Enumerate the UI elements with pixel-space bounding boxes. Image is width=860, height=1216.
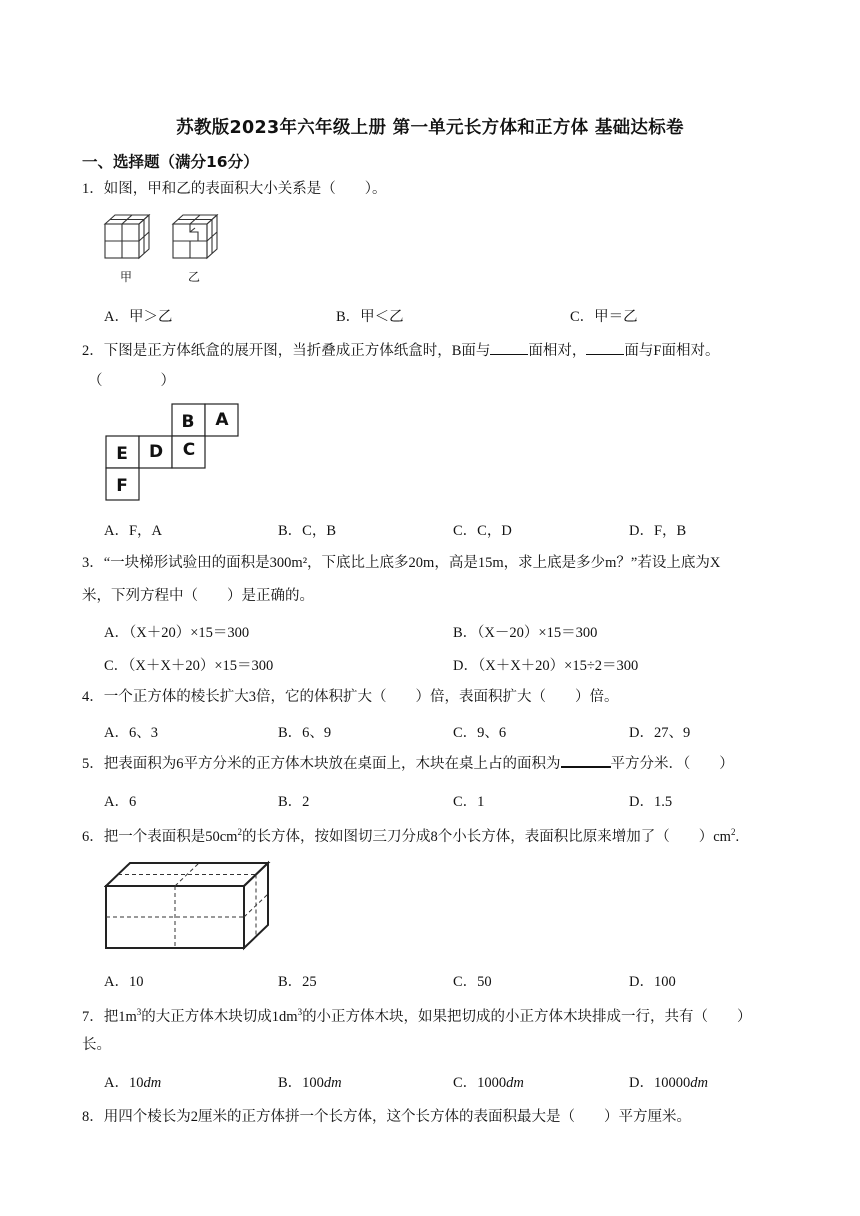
- question-number: 8．: [82, 1109, 104, 1125]
- option-c[interactable]: C．1000dm: [453, 1075, 524, 1091]
- option-b[interactable]: B．6、9: [278, 725, 332, 741]
- answer-blank[interactable]: [561, 752, 611, 768]
- figure-cuboid-cut: [104, 860, 274, 952]
- question-number: 5．: [82, 756, 104, 772]
- question-6: [82, 819, 814, 850]
- question-text-part: .: [735, 828, 740, 845]
- question-text-part: 的小正方体木块，如果把切成的小正方体木块排成一行，共有（ ）: [302, 1008, 752, 1025]
- question-number: 3．: [82, 555, 104, 571]
- net-label-f: F: [116, 476, 128, 496]
- question-text-part: 下图是正方体纸盒的展开图，当折叠成正方体纸盒时，B面与: [103, 343, 491, 359]
- figure-label-yi: 乙: [188, 270, 201, 284]
- option-a[interactable]: A．F，A: [104, 523, 163, 539]
- question-8: [82, 1104, 814, 1130]
- option-a[interactable]: A．（X＋20）×15＝300: [104, 625, 250, 641]
- option-c[interactable]: C．9、6: [453, 725, 507, 741]
- section-heading: 一、选择题（满分16分）: [82, 153, 259, 171]
- question-text-part: 的长方体，按如图切三刀分成8个小长方体，表面积比原来增加了（ ）cm: [241, 828, 731, 845]
- option-c[interactable]: C．50: [453, 974, 492, 990]
- option-d[interactable]: D．10000dm: [629, 1075, 708, 1091]
- superscript: 2: [730, 827, 736, 837]
- option-a[interactable]: A．10dm: [104, 1075, 162, 1091]
- net-label-e: E: [116, 444, 128, 464]
- question-number: 6．: [82, 828, 104, 845]
- superscript: 3: [297, 1007, 303, 1017]
- question-7-line2: 长。: [82, 1037, 111, 1053]
- question-text-part: 把1m: [103, 1008, 137, 1025]
- question-text: 如图，甲和乙的表面积大小关系是（ ）。: [103, 181, 387, 197]
- question-number: 4．: [82, 689, 104, 705]
- option-c[interactable]: C．甲＝乙: [570, 309, 638, 325]
- option-d[interactable]: D．（X＋X＋20）×15÷2＝300: [453, 658, 639, 674]
- option-d[interactable]: D．27、9: [629, 725, 691, 741]
- superscript: 2: [237, 827, 242, 837]
- figure-label-jia: 甲: [120, 270, 133, 284]
- page-title: 苏教版2023年六年级上册 第一单元长方体和正方体 基础达标卷: [176, 118, 684, 138]
- question-text-part: 把一个表面积是50cm: [103, 828, 238, 845]
- question-number: 7．: [82, 1008, 104, 1025]
- option-c[interactable]: C．（X＋X＋20）×15＝300: [104, 658, 274, 674]
- option-c[interactable]: C．1: [453, 794, 485, 810]
- option-d[interactable]: D．1.5: [629, 794, 673, 810]
- question-text-part: 面相对，: [528, 343, 587, 359]
- option-a[interactable]: A．6: [104, 794, 137, 810]
- option-a[interactable]: A．甲＞乙: [104, 309, 173, 325]
- question-3-line2: 米，下列方程中（ ）是正确的。: [82, 588, 314, 604]
- question-5: [82, 751, 814, 777]
- question-text-part: 平方分米．（ ）: [610, 756, 734, 772]
- question-text: 用四个棱长为2厘米的正方体拼一个长方体，这个长方体的表面积最大是（ ）平方厘米。: [103, 1109, 691, 1125]
- question-text-part: 的大正方体木块切成1dm: [141, 1008, 298, 1025]
- option-b[interactable]: B．（X－20）×15＝300: [453, 625, 598, 641]
- question-4: [82, 684, 814, 710]
- net-label-b: B: [181, 412, 195, 432]
- superscript: 3: [136, 1007, 142, 1017]
- option-c[interactable]: C．C，D: [453, 523, 512, 539]
- option-b[interactable]: B．C，B: [278, 523, 337, 539]
- question-7: [82, 999, 814, 1030]
- question-2-line2: （ ）: [88, 373, 175, 389]
- option-b[interactable]: B．2: [278, 794, 310, 810]
- answer-blank[interactable]: [586, 340, 624, 355]
- question-text: “一块梯形试验田的面积是300m²，下底比上底多20m，高是15m，求上底是多少m？”若设上底为X: [103, 555, 721, 571]
- question-text-part: 把表面积为6平方分米的正方体木块放在桌面上，木块在桌上占的面积为: [103, 756, 561, 772]
- net-label-d: D: [148, 442, 164, 462]
- option-d[interactable]: D．100: [629, 974, 676, 990]
- option-d[interactable]: D．F，B: [629, 523, 687, 539]
- question-number: 2．: [82, 343, 104, 359]
- net-label-c: C: [182, 440, 196, 460]
- option-b[interactable]: B．100dm: [278, 1075, 342, 1091]
- question-number: 1．: [82, 181, 104, 197]
- option-a[interactable]: A．10: [104, 974, 144, 990]
- option-b[interactable]: B．25: [278, 974, 317, 990]
- answer-blank[interactable]: [490, 340, 528, 355]
- option-a[interactable]: A．6、3: [104, 725, 158, 741]
- option-b[interactable]: B．甲＜乙: [336, 309, 404, 325]
- question-2: [82, 338, 814, 364]
- question-text-part: 面与F面相对。: [624, 343, 720, 359]
- question-3: [82, 550, 814, 576]
- net-label-a: A: [215, 410, 229, 430]
- question-1: [82, 176, 814, 202]
- figure-cube-net: [104, 402, 244, 506]
- question-text: 一个正方体的棱长扩大3倍，它的体积扩大（ ）倍，表面积扩大（ ）倍。: [103, 689, 619, 705]
